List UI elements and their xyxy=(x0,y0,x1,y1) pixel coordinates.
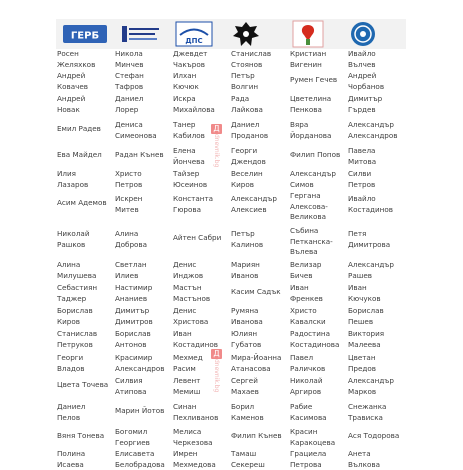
bsp-logo xyxy=(290,19,326,49)
candidate-name: Айтен Сабри xyxy=(173,233,222,242)
candidate-name: Елена Йончева xyxy=(173,146,205,166)
candidate-name: Александър Алексиев xyxy=(231,194,277,214)
candidate-name: Алина Милушева xyxy=(57,260,97,280)
candidate-name: Мастън Мастънов xyxy=(173,283,211,303)
candidate-name: Рабие Касимова xyxy=(290,402,327,422)
candidate-name: Николай Рашков xyxy=(57,229,90,249)
candidate-name: Павел Раличков xyxy=(290,353,326,373)
watermark-text: dnevnik.bg xyxy=(213,134,220,168)
candidate-name: Вяра Йорданова xyxy=(290,120,332,140)
candidate-name: Настимир Ананиев xyxy=(115,283,153,303)
candidate-name: Александър Александров xyxy=(348,120,398,140)
candidate-name: Румен Гечев xyxy=(290,75,338,84)
candidate-name: Константа Гюрова xyxy=(173,194,214,214)
candidate-name: Искра Михайлова xyxy=(173,94,215,114)
candidate-name: Касим Садък xyxy=(231,287,281,296)
candidate-name: Христо Кавалски xyxy=(290,306,326,326)
candidate-name: Борислав Киров xyxy=(57,306,93,326)
vazrazhdane-logo xyxy=(230,19,262,49)
candidate-name: Александър Рашев xyxy=(348,260,394,280)
candidate-name: Красимир Александров xyxy=(115,353,165,373)
candidate-name: Синан Пехливанов xyxy=(173,402,219,422)
candidate-name: Ася Тодорова xyxy=(348,431,400,440)
candidate-name: Елисавета Белобрадова xyxy=(115,449,165,469)
candidate-name: Цветелина Пенкова xyxy=(290,94,332,114)
candidate-name: Илия Лазаров xyxy=(57,169,89,189)
candidate-name: Радостина Костадинова xyxy=(290,329,340,349)
candidate-name: Филип Попов xyxy=(290,150,341,159)
candidate-name: Петя Димитрова xyxy=(348,229,391,249)
candidate-name: Димитър Димитров xyxy=(115,306,153,326)
candidate-name: Денис Инджов xyxy=(173,260,204,280)
candidate-name: Стефан Тафров xyxy=(115,71,144,91)
candidate-name: Имрен Мехмедова xyxy=(173,449,216,469)
candidate-name: Радан Кънев xyxy=(115,150,164,159)
candidate-name: Силви Петров xyxy=(348,169,376,189)
candidate-name: Росен Желяхков xyxy=(57,49,96,69)
candidate-name: Танер Кабилов xyxy=(173,120,205,140)
candidate-name: Левент Мемиш xyxy=(173,376,201,396)
candidate-name: Джевдет Чакъров xyxy=(173,49,208,69)
candidate-name: Юлиян Губатов xyxy=(231,329,262,349)
party-logos-bar xyxy=(56,19,406,49)
pp-logo xyxy=(118,19,164,49)
candidate-name: Грациела Петрова xyxy=(290,449,327,469)
candidate-name: Даниел Проданов xyxy=(231,120,269,140)
gerb-logo xyxy=(62,19,108,49)
candidate-name: Анета Вълкова xyxy=(348,449,380,469)
candidate-name: Цветан Предов xyxy=(348,353,376,373)
candidate-name: Румяна Иванова xyxy=(231,306,263,326)
candidate-name: Дениса Симеонова xyxy=(115,120,157,140)
candidate-name: Веселин Киров xyxy=(231,169,263,189)
itn-logo xyxy=(346,19,380,49)
candidate-name: Гергана Алексова- Великова xyxy=(290,191,328,221)
candidate-name: Георги Владов xyxy=(57,353,85,373)
candidate-name: Мира-Йоанна Атанасова xyxy=(231,353,282,373)
candidate-name: Тайзер Юсеинов xyxy=(173,169,208,189)
candidate-name: Димитър Гърдев xyxy=(348,94,383,114)
candidate-name: Мариян Иванов xyxy=(231,260,260,280)
candidate-name: Кристиан Вигенин xyxy=(290,49,327,69)
candidate-name: Николай Аргиров xyxy=(290,376,323,396)
candidate-name: Асим Адемов xyxy=(57,198,107,207)
candidate-name: Тамаш Секереш xyxy=(231,449,265,469)
candidate-name: Богомил Георгиев xyxy=(115,427,150,447)
candidate-name: Ева Майдел xyxy=(57,150,102,159)
candidate-name: Иван Костадинов xyxy=(173,329,219,349)
candidate-name: Виктория Малеева xyxy=(348,329,385,349)
dps-logo xyxy=(174,19,214,49)
candidate-name: Андрей Новак xyxy=(57,94,86,114)
candidate-name: Снежанка Трависка xyxy=(348,402,387,422)
candidate-name: Александър Симов xyxy=(290,169,336,189)
candidate-name: Андрей Чорбанов xyxy=(348,71,385,91)
candidate-name: Светлан Илиев xyxy=(115,260,147,280)
watermark xyxy=(211,349,222,394)
candidate-name: Борил Каменов xyxy=(231,402,264,422)
candidate-name: Искрен Митев xyxy=(115,194,143,214)
candidate-name: Цвета Точева xyxy=(57,380,109,389)
candidate-name: Велизар Бичев xyxy=(290,260,322,280)
candidate-name: Филип Кънев xyxy=(231,431,282,440)
candidate-name: Алина Доброва xyxy=(115,229,148,249)
candidate-name: Красин Каракоцева xyxy=(290,427,336,447)
candidate-name: Петър Волгин xyxy=(231,71,259,91)
candidate-name: Себастиян Таджер xyxy=(57,283,98,303)
dps-logo-text: ДПС xyxy=(185,37,203,45)
candidate-name: Ивайло Вълчев xyxy=(348,49,376,69)
candidate-name: Иван Кючуков xyxy=(348,283,381,303)
candidate-name: Денис Христова xyxy=(173,306,209,326)
candidate-name: Павела Митова xyxy=(348,146,377,166)
candidate-name: Андрей Ковачев xyxy=(57,71,89,91)
candidate-name: Даниел Лорер xyxy=(115,94,144,114)
candidate-name: Георги Джендов xyxy=(231,146,266,166)
candidate-name: Станислав Стоянов xyxy=(231,49,272,69)
candidate-name: Борислав Пешев xyxy=(348,306,384,326)
candidate-name: Иван Френкев xyxy=(290,283,323,303)
gerb-logo-text: ГЕРБ xyxy=(70,30,100,42)
watermark-tag: Д xyxy=(211,349,222,359)
candidate-name: Мехмед Расим xyxy=(173,353,203,373)
candidate-name: Станислав Петруков xyxy=(57,329,98,349)
candidate-name: Христо Петров xyxy=(115,169,143,189)
watermark-tag: Д xyxy=(211,124,222,134)
candidate-name: Марин Йотов xyxy=(115,406,165,415)
watermark xyxy=(211,124,222,169)
candidate-name: Петър Калинов xyxy=(231,229,264,249)
candidate-name: Александър Марков xyxy=(348,376,394,396)
candidate-name: Събина Петканска- Вълева xyxy=(290,226,333,256)
candidate-name: Силвия Атипова xyxy=(115,376,147,396)
candidate-name: Вяня Тонева xyxy=(57,431,105,440)
candidate-name: Даниел Пелов xyxy=(57,402,86,422)
candidate-name: Мелиса Черкезова xyxy=(173,427,213,447)
candidate-name: Сергей Махаев xyxy=(231,376,259,396)
watermark-text: dnevnik.bg xyxy=(213,359,220,393)
candidate-name: Илхан Кючюк xyxy=(173,71,199,91)
candidate-name: Рада Лайкова xyxy=(231,94,263,114)
candidate-name: Борислав Антонов xyxy=(115,329,151,349)
candidate-name: Никола Минчев xyxy=(115,49,144,69)
candidate-name: Полина Исаева xyxy=(57,449,86,469)
candidate-name: Ивайло Костадинов xyxy=(348,194,394,214)
candidate-name: Емил Радев xyxy=(57,124,101,133)
